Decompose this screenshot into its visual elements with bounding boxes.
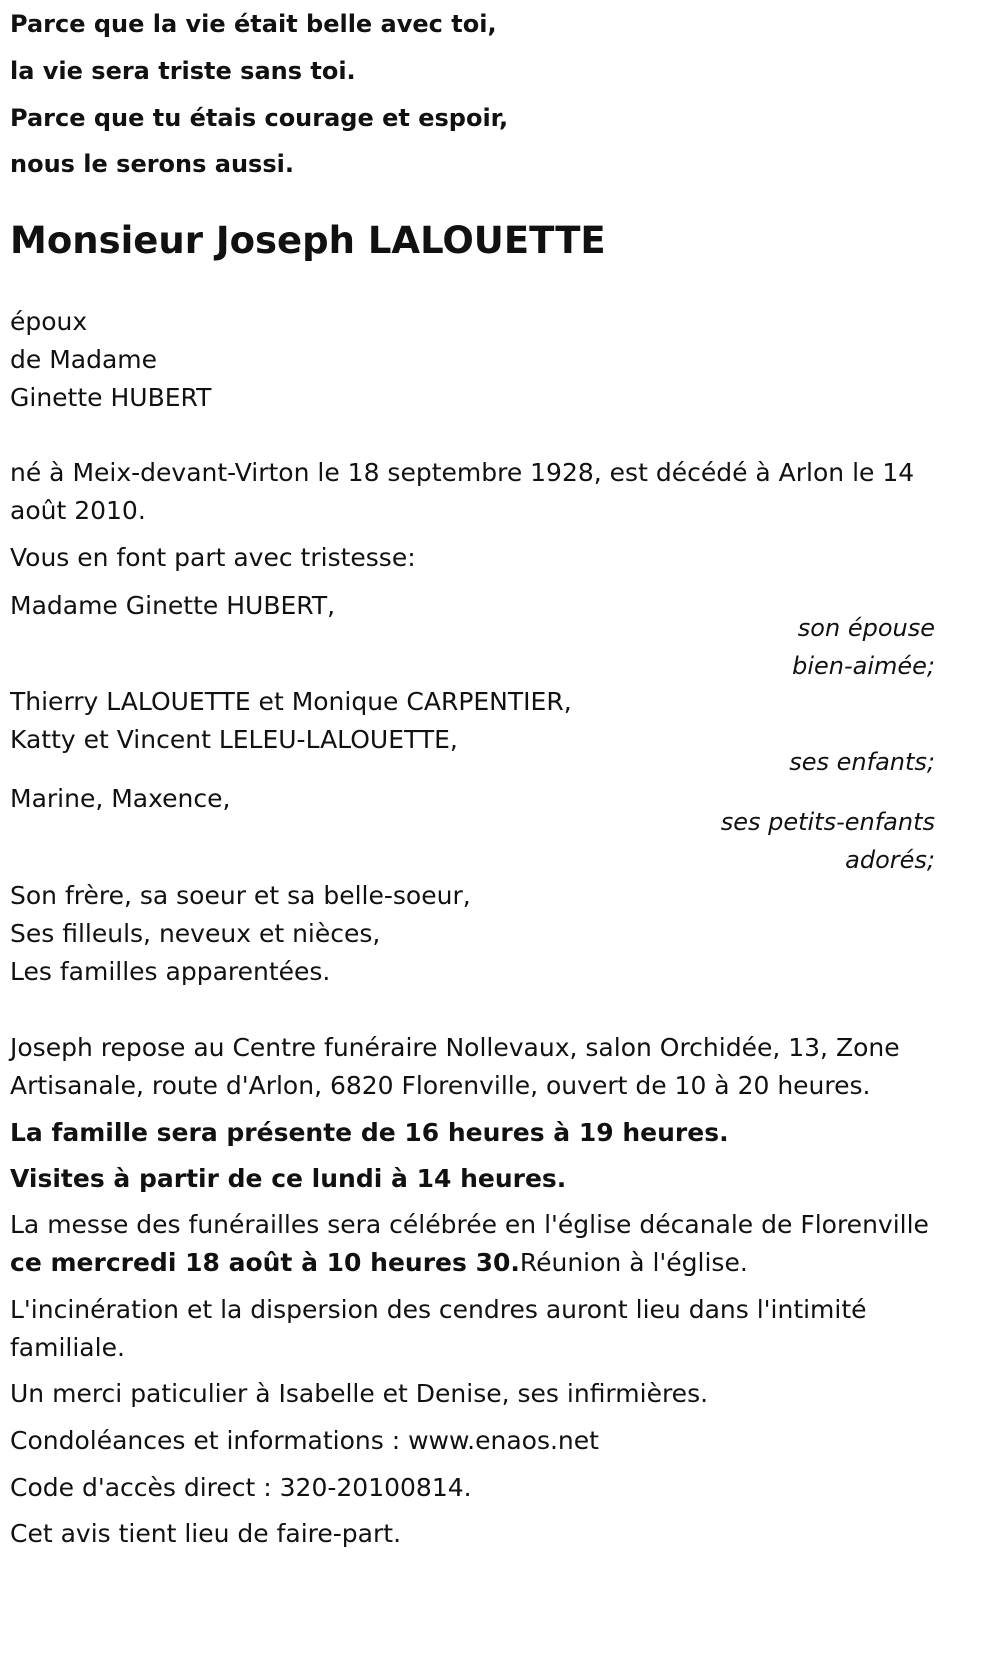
condolences-text: Condoléances et informations : www.enaos.net: [10, 1426, 599, 1455]
children-role: ses enfants;: [789, 748, 935, 776]
spouse-role-line-1: son épouse: [797, 614, 935, 642]
repose-line-1: Joseph repose au Centre funéraire Nollevaux, salon Orchidée, 13, Zone: [10, 1033, 900, 1062]
spouse-role-line-2: bien-aimée;: [792, 652, 935, 680]
others-line-1: Son frère, sa soeur et sa belle-soeur,: [10, 881, 471, 910]
cremation-line-2: familiale.: [10, 1333, 125, 1362]
deceased-name-title: Monsieur Joseph LALOUETTE: [10, 219, 606, 262]
children-line-1: Thierry LALOUETTE et Monique CARPENTIER,: [10, 687, 572, 716]
visits-text: Visites à partir de ce lundi à 14 heures.: [10, 1164, 567, 1193]
birth-death-line-1: né à Meix-devant-Virton le 18 septembre 1928, est décédé à Arlon le 14: [10, 458, 915, 487]
access-code-text: Code d'accès direct : 320-20100814.: [10, 1473, 472, 1502]
announce-text: Vous en font part avec tristesse:: [10, 543, 416, 572]
spouse-intro-line-2: de Madame: [10, 345, 158, 374]
birth-death-line-2: août 2010.: [10, 496, 146, 525]
others-line-3: Les familles apparentées.: [10, 957, 331, 986]
grandchildren-names: Marine, Maxence,: [10, 784, 231, 813]
thanks-text: Un merci paticulier à Isabelle et Denise, ses infirmières.: [10, 1379, 709, 1408]
grandchildren-role-line-1: ses petits-enfants: [720, 808, 935, 836]
mass-line-2: [10, 1244, 748, 1282]
poem-line-3: Parce que tu étais courage et espoir,: [10, 104, 509, 132]
mass-line-1: La messe des funérailles sera célébrée en l'église décanale de Florenville: [10, 1210, 929, 1239]
others-line-2: Ses filleuls, neveux et nièces,: [10, 919, 381, 948]
grandchildren-role-line-2: adorés;: [845, 846, 935, 874]
poem-line-2: la vie sera triste sans toi.: [10, 57, 356, 85]
mass-date: ce mercredi 18 août à 10 heures 30.: [10, 1248, 520, 1277]
spouse-intro-line-1: époux: [10, 307, 88, 336]
cremation-line-1: L'incinération et la dispersion des cendres auront lieu dans l'intimité: [10, 1295, 867, 1324]
children-line-2: Katty et Vincent LELEU-LALOUETTE,: [10, 725, 458, 754]
spouse-name: Madame Ginette HUBERT,: [10, 591, 336, 620]
repose-line-2: Artisanale, route d'Arlon, 6820 Florenville, ouvert de 10 à 20 heures.: [10, 1071, 871, 1100]
mass-meeting: Réunion à l'église.: [519, 1248, 748, 1277]
poem-line-4: nous le serons aussi.: [10, 150, 294, 178]
poem-line-1: Parce que la vie était belle avec toi,: [10, 10, 497, 38]
spouse-intro-line-3: Ginette HUBERT: [10, 383, 212, 412]
notice-text: Cet avis tient lieu de faire-part.: [10, 1519, 402, 1548]
family-present-text: La famille sera présente de 16 heures à 19 heures.: [10, 1118, 729, 1147]
